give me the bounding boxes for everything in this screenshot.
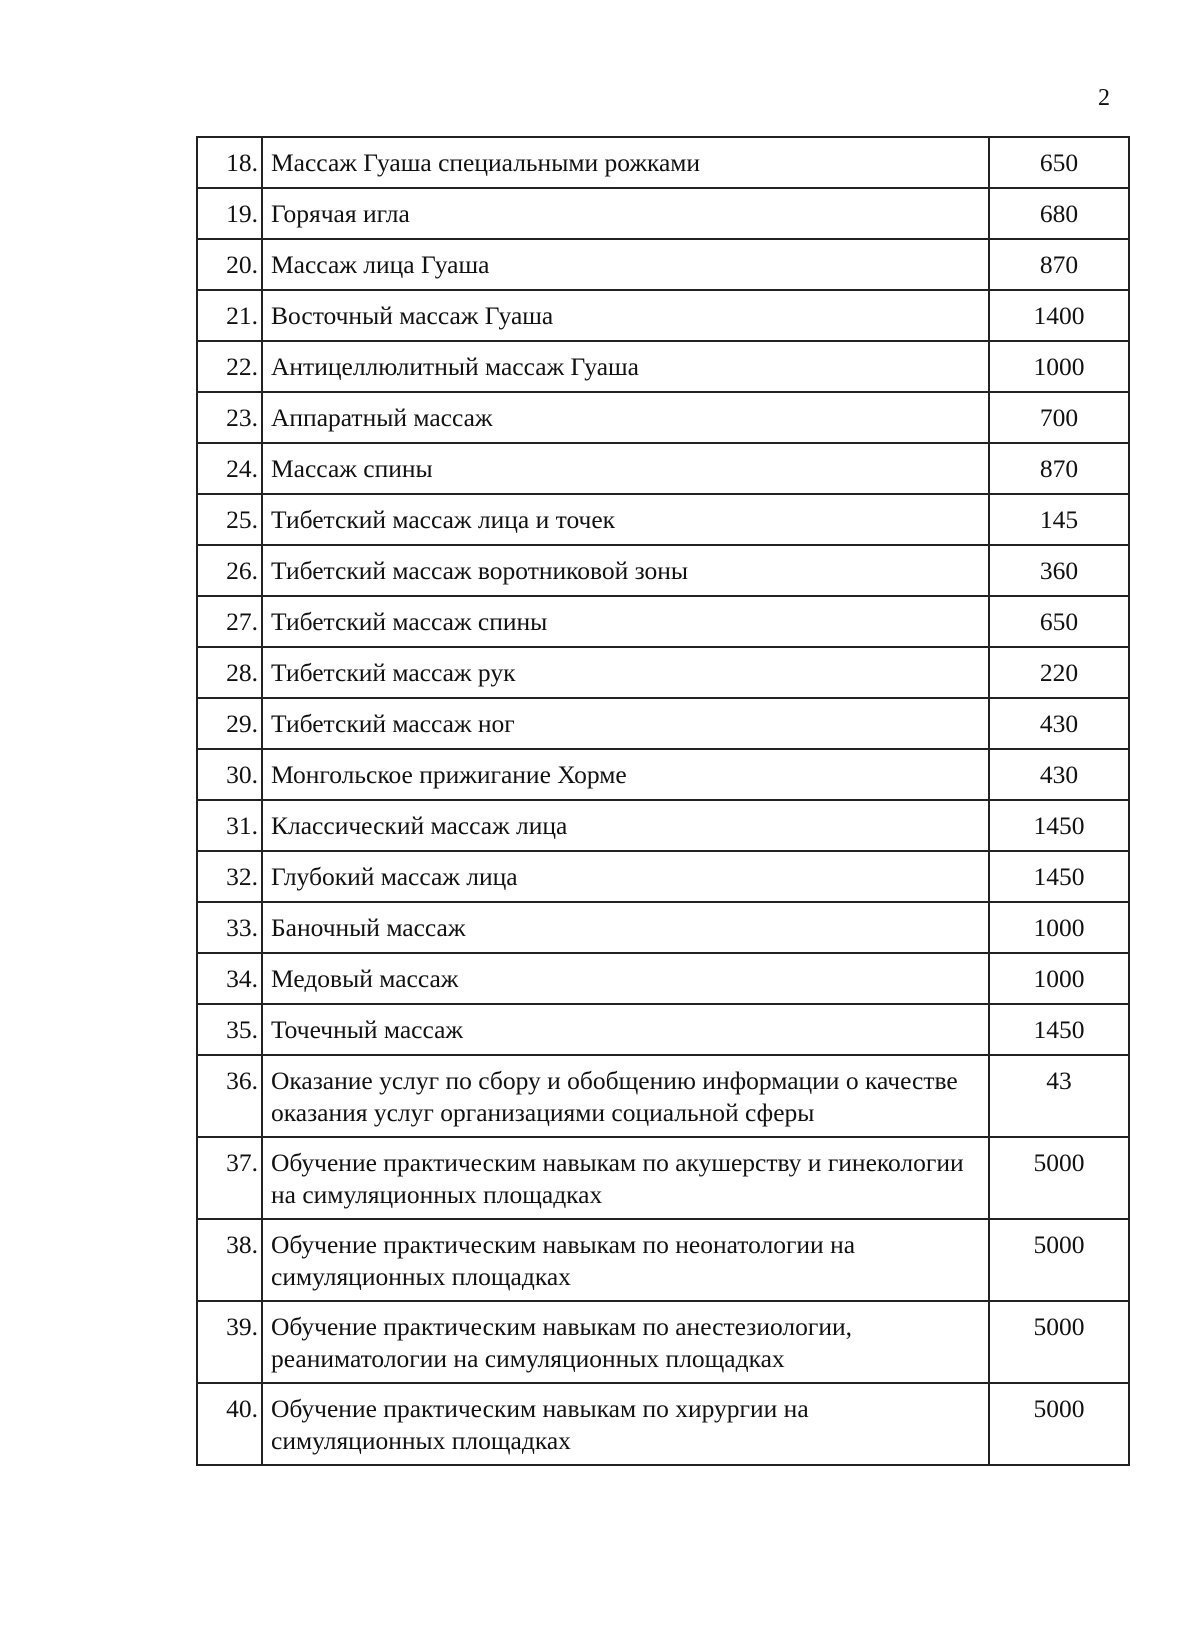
row-number: 36. xyxy=(197,1055,262,1137)
service-price: 1000 xyxy=(989,341,1129,392)
service-name: Оказание услуг по сбору и обобщению информации о качестве оказания услуг организациями социальной сферы xyxy=(262,1055,989,1137)
service-price: 680 xyxy=(989,188,1129,239)
table-row xyxy=(197,749,1129,800)
service-name: Тибетский массаж спины xyxy=(262,596,989,647)
price-table-body xyxy=(197,137,1129,1465)
service-price: 1450 xyxy=(989,800,1129,851)
service-price: 5000 xyxy=(989,1301,1129,1383)
service-name: Тибетский массаж рук xyxy=(262,647,989,698)
row-number: 21. xyxy=(197,290,262,341)
service-price: 870 xyxy=(989,239,1129,290)
row-number: 33. xyxy=(197,902,262,953)
service-name: Тибетский массаж воротниковой зоны xyxy=(262,545,989,596)
row-number: 25. xyxy=(197,494,262,545)
table-row xyxy=(197,545,1129,596)
page-number: 2 xyxy=(1098,85,1110,111)
service-price: 360 xyxy=(989,545,1129,596)
table-row xyxy=(197,443,1129,494)
service-name: Точечный массаж xyxy=(262,1004,989,1055)
row-number: 18. xyxy=(197,137,262,188)
service-name: Восточный массаж Гуаша xyxy=(262,290,989,341)
service-name: Массаж Гуаша специальными рожками xyxy=(262,137,989,188)
row-number: 23. xyxy=(197,392,262,443)
row-number: 38. xyxy=(197,1219,262,1301)
service-name: Аппаратный массаж xyxy=(262,392,989,443)
service-price: 650 xyxy=(989,596,1129,647)
row-number: 31. xyxy=(197,800,262,851)
row-number: 22. xyxy=(197,341,262,392)
service-name: Медовый массаж xyxy=(262,953,989,1004)
row-number: 24. xyxy=(197,443,262,494)
row-number: 20. xyxy=(197,239,262,290)
service-price: 1400 xyxy=(989,290,1129,341)
service-name: Тибетский массаж ног xyxy=(262,698,989,749)
service-name: Антицеллюлитный массаж Гуаша xyxy=(262,341,989,392)
row-number: 28. xyxy=(197,647,262,698)
service-name: Баночный массаж xyxy=(262,902,989,953)
row-number: 26. xyxy=(197,545,262,596)
service-name: Массаж спины xyxy=(262,443,989,494)
service-price: 5000 xyxy=(989,1383,1129,1465)
table-row xyxy=(197,596,1129,647)
service-price: 430 xyxy=(989,698,1129,749)
service-name: Классический массаж лица xyxy=(262,800,989,851)
service-price: 43 xyxy=(989,1055,1129,1137)
table-row xyxy=(197,494,1129,545)
service-name: Обучение практическим навыкам по акушерству и гинекологии на симуляционных площадках xyxy=(262,1137,989,1219)
row-number: 37. xyxy=(197,1137,262,1219)
table-row xyxy=(197,341,1129,392)
service-price: 650 xyxy=(989,137,1129,188)
table-row xyxy=(197,290,1129,341)
price-table xyxy=(196,136,1130,1466)
row-number: 32. xyxy=(197,851,262,902)
table-row xyxy=(197,647,1129,698)
row-number: 19. xyxy=(197,188,262,239)
table-row xyxy=(197,239,1129,290)
table-row xyxy=(197,953,1129,1004)
table-row xyxy=(197,1004,1129,1055)
service-price: 220 xyxy=(989,647,1129,698)
table-row xyxy=(197,392,1129,443)
row-number: 40. xyxy=(197,1383,262,1465)
service-name: Монгольское прижигание Хорме xyxy=(262,749,989,800)
service-name: Глубокий массаж лица xyxy=(262,851,989,902)
table-row xyxy=(197,1301,1129,1383)
service-price: 145 xyxy=(989,494,1129,545)
service-name: Обучение практическим навыкам по хирургии на симуляционных площадках xyxy=(262,1383,989,1465)
service-price: 5000 xyxy=(989,1137,1129,1219)
service-price: 1000 xyxy=(989,902,1129,953)
table-row xyxy=(197,902,1129,953)
service-name: Тибетский массаж лица и точек xyxy=(262,494,989,545)
service-price: 1450 xyxy=(989,1004,1129,1055)
row-number: 27. xyxy=(197,596,262,647)
table-row xyxy=(197,137,1129,188)
table-row xyxy=(197,1137,1129,1219)
table-row xyxy=(197,1219,1129,1301)
table-row xyxy=(197,1383,1129,1465)
row-number: 34. xyxy=(197,953,262,1004)
table-row xyxy=(197,851,1129,902)
service-name: Обучение практическим навыкам по анестезиологии, реаниматологии на симуляционных площадках xyxy=(262,1301,989,1383)
row-number: 39. xyxy=(197,1301,262,1383)
service-name: Горячая игла xyxy=(262,188,989,239)
service-price: 870 xyxy=(989,443,1129,494)
row-number: 29. xyxy=(197,698,262,749)
service-price: 5000 xyxy=(989,1219,1129,1301)
service-price: 700 xyxy=(989,392,1129,443)
service-price: 1450 xyxy=(989,851,1129,902)
table-row xyxy=(197,188,1129,239)
service-price: 430 xyxy=(989,749,1129,800)
table-row xyxy=(197,698,1129,749)
service-price: 1000 xyxy=(989,953,1129,1004)
service-name: Массаж лица Гуаша xyxy=(262,239,989,290)
row-number: 30. xyxy=(197,749,262,800)
table-row xyxy=(197,1055,1129,1137)
row-number: 35. xyxy=(197,1004,262,1055)
table-row xyxy=(197,800,1129,851)
service-name: Обучение практическим навыкам по неонатологии на симуляционных площадках xyxy=(262,1219,989,1301)
